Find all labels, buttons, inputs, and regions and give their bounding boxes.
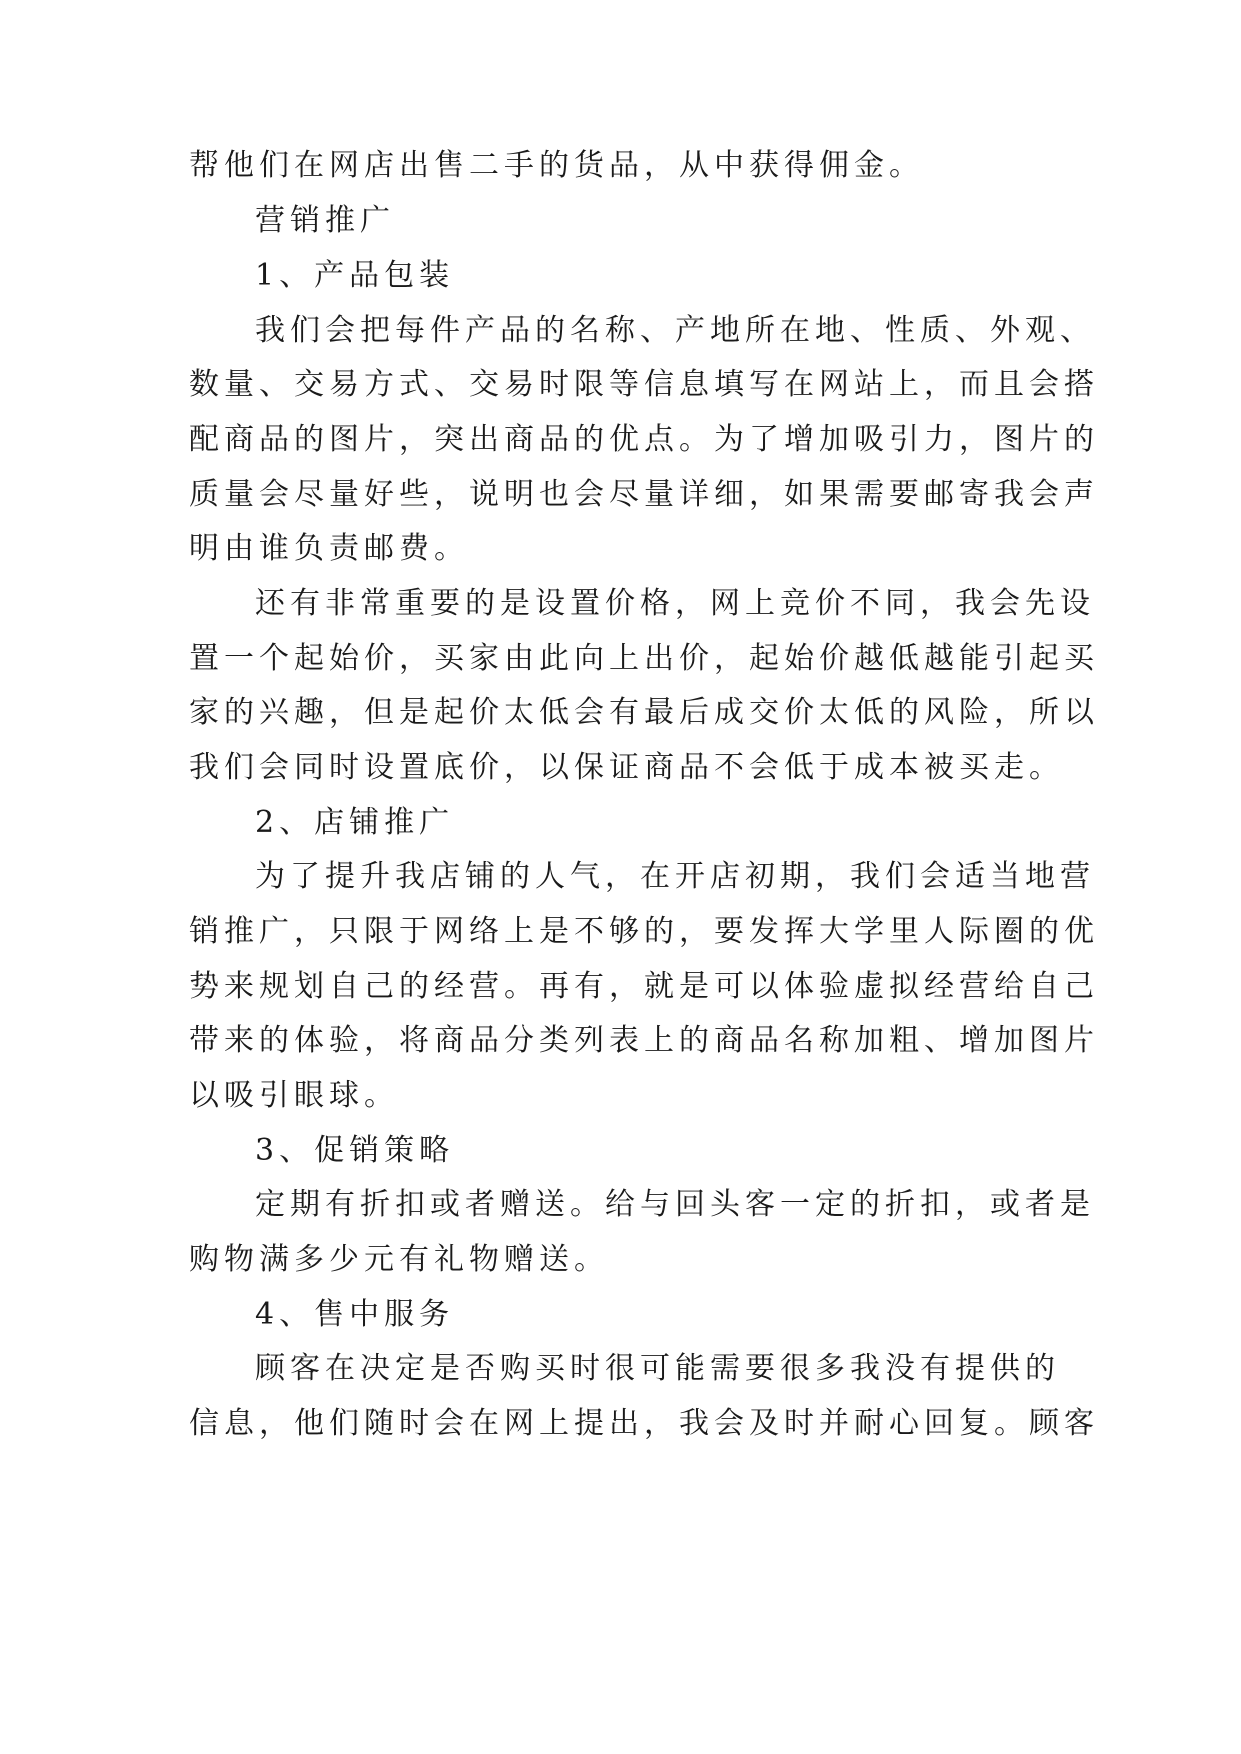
paragraph-line: 明由谁负责邮费。: [189, 531, 469, 566]
paragraph-line: 定期有折扣或者赠送。给与回头客一定的折扣，或者是: [255, 1187, 1095, 1222]
subsection-heading: 3、促销策略: [255, 1133, 455, 1168]
paragraph-line: 销推广，只限于网络上是不够的，要发挥大学里人际圈的优: [189, 914, 1099, 949]
paragraph-line: 配商品的图片，突出商品的优点。为了增加吸引力，图片的: [189, 422, 1099, 457]
paragraph-line: 为了提升我店铺的人气，在开店初期，我们会适当地营: [255, 859, 1095, 894]
paragraph-line: 数量、交易方式、交易时限等信息填写在网站上，而且会搭: [189, 367, 1099, 402]
subsection-heading: 2、店铺推广: [255, 805, 455, 840]
section-heading: 营销推广: [255, 203, 395, 238]
paragraph-line: 我们会同时设置底价，以保证商品不会低于成本被买走。: [189, 750, 1064, 785]
paragraph-line: 家的兴趣，但是起价太低会有最后成交价太低的风险，所以: [189, 695, 1099, 730]
subsection-heading: 4、售中服务: [255, 1297, 455, 1332]
paragraph-line: 我们会把每件产品的名称、产地所在地、性质、外观、: [255, 313, 1095, 348]
paragraph-line: 还有非常重要的是设置价格，网上竞价不同，我会先设: [255, 586, 1095, 621]
paragraph-line: 势来规划自己的经营。再有，就是可以体验虚拟经营给自己: [189, 969, 1099, 1004]
paragraph-line: 帮他们在网店出售二手的货品，从中获得佣金。: [189, 148, 924, 183]
paragraph-line: 购物满多少元有礼物赠送。: [189, 1242, 609, 1277]
paragraph-line: 信息，他们随时会在网上提出，我会及时并耐心回复。顾客: [189, 1406, 1099, 1441]
paragraph-line: 置一个起始价，买家由此向上出价，起始价越低越能引起买: [189, 641, 1099, 676]
paragraph-line: 顾客在决定是否购买时很可能需要很多我没有提供的: [255, 1351, 1060, 1386]
paragraph-line: 以吸引眼球。: [189, 1078, 399, 1113]
paragraph-line: 带来的体验，将商品分类列表上的商品名称加粗、增加图片: [189, 1023, 1099, 1058]
subsection-heading: 1、产品包装: [255, 258, 455, 293]
paragraph-line: 质量会尽量好些，说明也会尽量详细，如果需要邮寄我会声: [189, 477, 1099, 512]
